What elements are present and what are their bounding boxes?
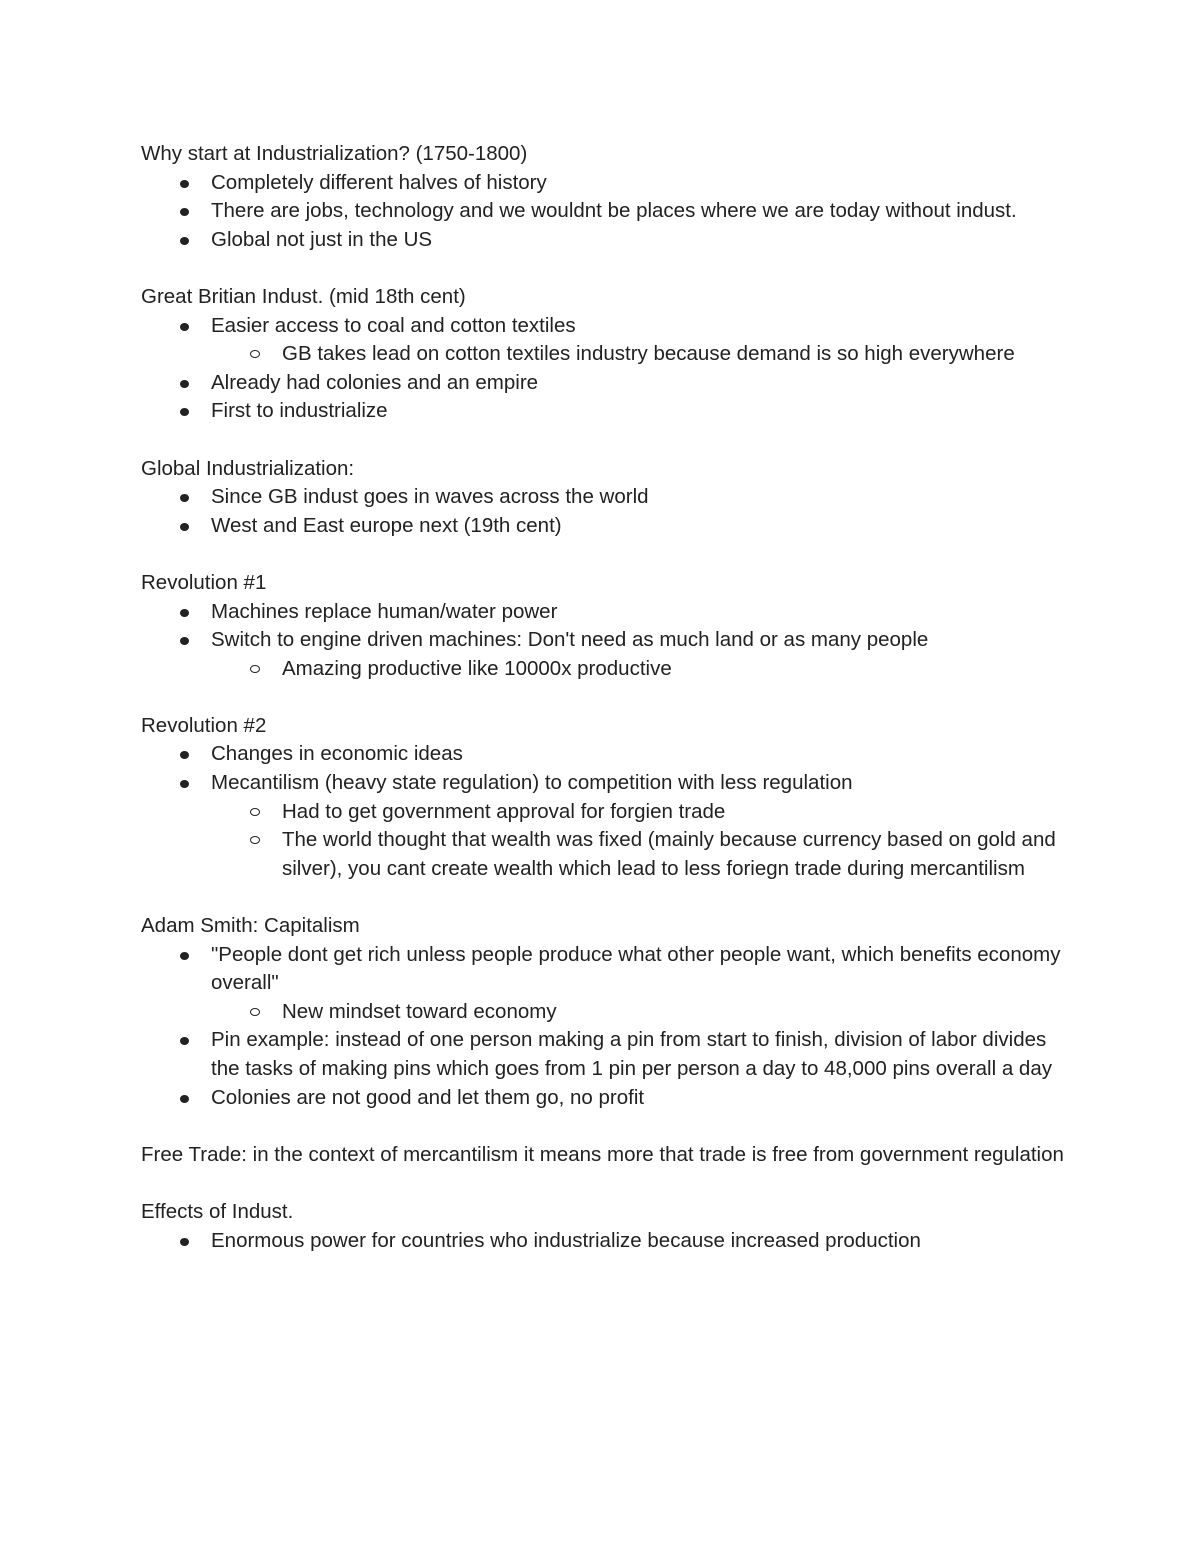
list-item: Completely different halves of history bbox=[141, 169, 1071, 198]
list-item: Global not just in the US bbox=[141, 226, 1071, 255]
section-heading: Revolution #1 bbox=[141, 570, 267, 594]
bullet-list bbox=[141, 941, 1071, 1113]
bullet-list bbox=[141, 740, 1071, 883]
list-item: Machines replace human/water power bbox=[141, 598, 1071, 627]
list-item: Switch to engine driven machines: Don't need as much land or as many people bbox=[141, 626, 1071, 655]
section-heading: Why start at Industrialization? (1750-1800) bbox=[141, 142, 528, 165]
section-heading: Great Britian Indust. (mid 18th cent) bbox=[141, 284, 466, 308]
section-heading: Global Industrialization: bbox=[141, 456, 355, 480]
section-great-britain bbox=[141, 283, 1071, 426]
bullet-list bbox=[141, 169, 1071, 255]
list-item: Easier access to coal and cotton textiles bbox=[141, 312, 1071, 341]
section-why-industrialization bbox=[141, 140, 1071, 254]
list-item: West and East europe next (19th cent) bbox=[141, 512, 1071, 541]
list-item: "People dont get rich unless people produce what other people want, which benefits economy overall" bbox=[141, 941, 1071, 998]
sub-list-item: Amazing productive like 10000x productive bbox=[141, 655, 1071, 684]
sub-list-item: The world thought that wealth was fixed (mainly because currency based on gold and silver), you cant create wealth which lead to less foriegn trade during mercantilism bbox=[141, 826, 1071, 883]
sub-list-item: GB takes lead on cotton textiles industry because demand is so high everywhere bbox=[141, 340, 1071, 369]
section-effects bbox=[141, 1198, 1071, 1255]
list-item: Since GB indust goes in waves across the world bbox=[141, 483, 1071, 512]
section-heading: Adam Smith: Capitalism bbox=[141, 914, 360, 938]
bullet-list bbox=[141, 1227, 1071, 1256]
section-free-trade bbox=[141, 1141, 1071, 1170]
bullet-list bbox=[141, 483, 1071, 540]
section-heading: Revolution #2 bbox=[141, 713, 267, 737]
list-item: Changes in economic ideas bbox=[141, 740, 1071, 769]
sub-list-item: New mindset toward economy bbox=[141, 998, 1071, 1027]
section-heading: Free Trade: in the context of mercantilism it means more that trade is free from government regulation bbox=[141, 1142, 1064, 1166]
section-heading: Effects of Indust. bbox=[141, 1199, 294, 1223]
section-adam-smith bbox=[141, 912, 1071, 1112]
section-revolution-1 bbox=[141, 569, 1071, 683]
notes-body bbox=[141, 140, 1071, 1284]
list-item: First to industrialize bbox=[141, 397, 1071, 426]
list-item: Already had colonies and an empire bbox=[141, 369, 1071, 398]
list-item: Mecantilism (heavy state regulation) to competition with less regulation bbox=[141, 769, 1071, 798]
section-revolution-2 bbox=[141, 712, 1071, 884]
list-item: Enormous power for countries who industrialize because increased production bbox=[141, 1227, 1071, 1256]
list-item: Pin example: instead of one person making a pin from start to finish, division of labor divides the tasks of making pins which goes from 1 pin per person a day to 48,000 pins overall a day bbox=[141, 1026, 1071, 1083]
list-item: There are jobs, technology and we wouldnt be places where we are today without indust. bbox=[141, 197, 1071, 226]
sub-list-item: Had to get government approval for forgien trade bbox=[141, 798, 1071, 827]
list-item: Colonies are not good and let them go, no profit bbox=[141, 1084, 1071, 1113]
bullet-list bbox=[141, 598, 1071, 684]
section-global-industrialization bbox=[141, 455, 1071, 541]
bullet-list bbox=[141, 312, 1071, 426]
